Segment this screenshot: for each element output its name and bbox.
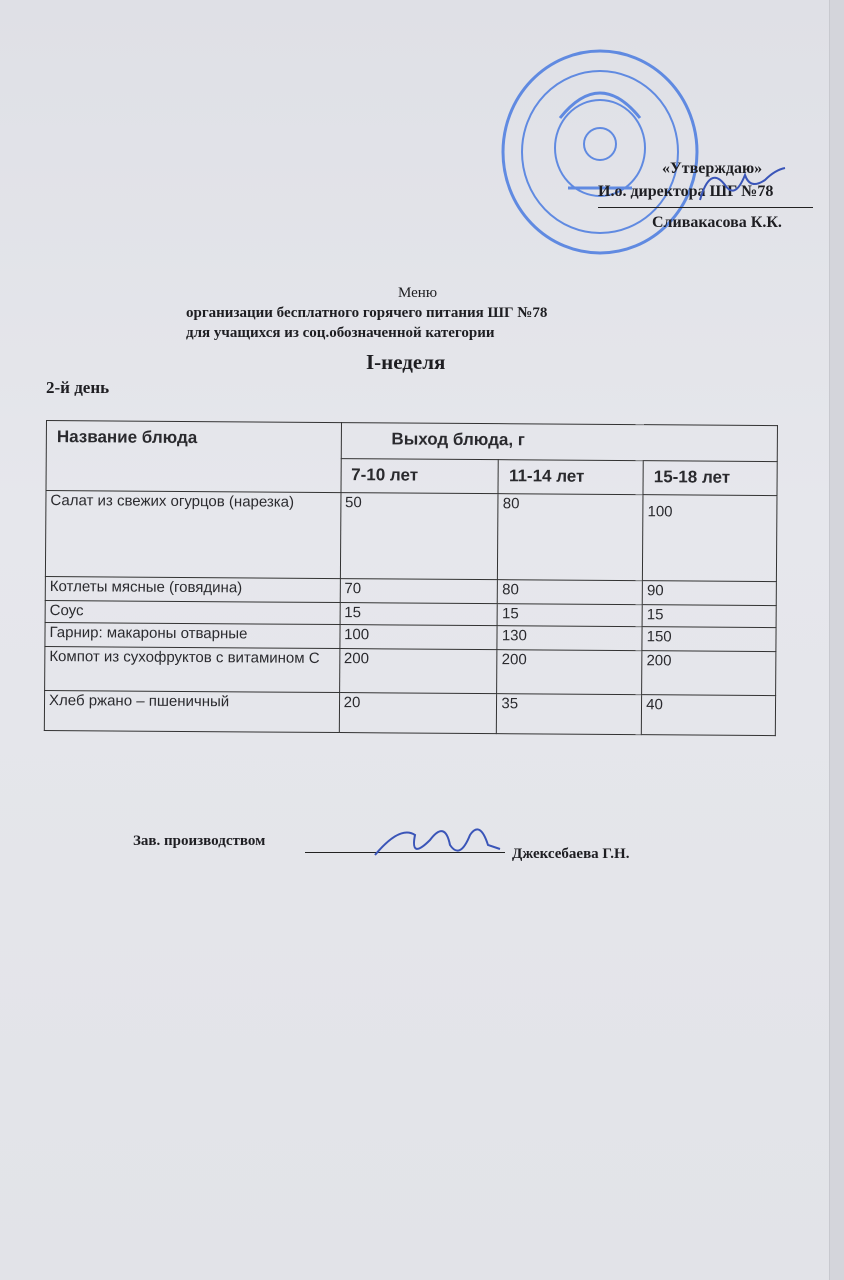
header-age-group: 7-10 лет [341, 459, 499, 494]
director-signature [690, 160, 790, 210]
approval-position: И.о. директора ШГ №78 [598, 183, 774, 200]
production-head-role: Зав. производством [133, 833, 266, 849]
yield-value: 50 [340, 493, 498, 580]
yield-value: 80 [498, 580, 643, 605]
yield-value: 15 [497, 604, 642, 627]
dish-name: Котлеты мясные (говядина) [45, 576, 340, 602]
dish-name: Хлеб ржано – пшеничный [44, 690, 339, 732]
header-dish-name: Название блюда [46, 421, 341, 493]
header-age-group: 11-14 лет [498, 460, 643, 495]
table-row [45, 646, 776, 695]
production-head-name: Джексебаева Г.Н. [512, 846, 630, 862]
paper-edge [829, 0, 844, 1280]
approval-title: «Утверждаю» [662, 160, 763, 177]
yield-value: 100 [340, 625, 498, 650]
yield-value: 90 [642, 581, 776, 606]
menu-table [44, 420, 778, 736]
approval-name: Сливакасова К.К. [652, 214, 782, 231]
dish-name: Соус [45, 600, 340, 624]
yield-value: 130 [497, 626, 642, 651]
yield-value: 150 [642, 627, 776, 652]
yield-value: 15 [340, 603, 498, 626]
header-age-group: 15-18 лет [643, 461, 777, 496]
yield-value: 15 [642, 605, 776, 628]
yield-value: 80 [498, 494, 643, 581]
day-label: 2-й день [46, 378, 110, 397]
yield-value: 200 [642, 651, 776, 696]
doc-subtitle-1: организации бесплатного горячего питания ШГ №78 [186, 305, 548, 321]
yield-value: 100 [643, 495, 777, 582]
production-head-signature [370, 815, 510, 870]
dish-name: Гарнир: макароны отварные [45, 622, 340, 648]
dish-name: Салат из свежих огурцов (нарезка) [45, 491, 340, 579]
yield-value: 200 [497, 650, 642, 695]
header-yield: Выход блюда, г [341, 423, 778, 462]
yield-value: 40 [641, 695, 775, 736]
table-row [44, 690, 775, 735]
week-label: I-неделя [366, 350, 446, 374]
doc-subtitle-2: для учащихся из соц.обозначенной категории [186, 325, 495, 341]
table-row [45, 491, 777, 582]
dish-name: Компот из сухофруктов с витамином С [45, 646, 340, 692]
yield-value: 70 [340, 579, 498, 604]
yield-value: 35 [497, 694, 642, 735]
doc-title: Меню [398, 285, 438, 301]
yield-value: 20 [339, 693, 497, 734]
yield-value: 200 [339, 649, 497, 694]
